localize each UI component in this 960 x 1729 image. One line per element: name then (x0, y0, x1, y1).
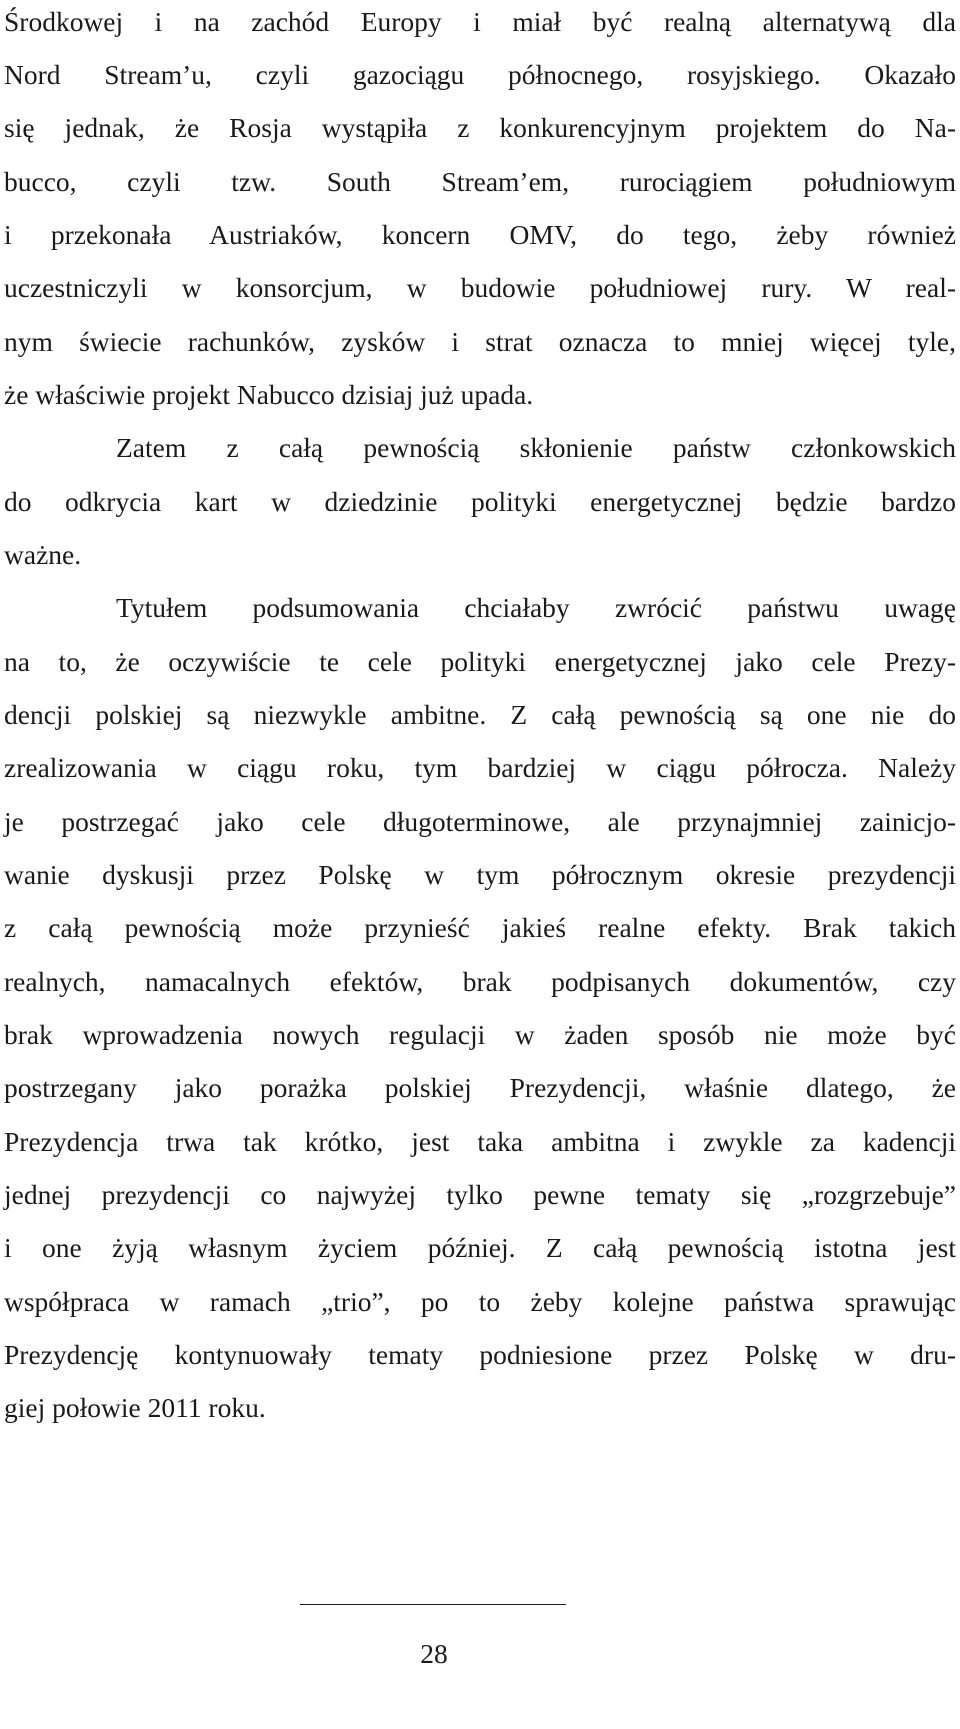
text-line: zrealizowania w ciągu roku, tym bardziej w ciągu półrocza. Należy (4, 752, 956, 783)
text-line: że właściwie projekt Nabucco dzisiaj już upada. (4, 379, 534, 410)
text-line: brak wprowadzenia nowych regulacji w żaden sposób nie może być (4, 1019, 956, 1050)
text-line: Prezydencję kontynuowały tematy podniesione przez Polskę w dru- (4, 1339, 956, 1370)
text-line: współpraca w ramach „trio”, po to żeby kolejne państwa sprawując (4, 1286, 956, 1317)
text-line: Środkowej i na zachód Europy i miał być realną alternatywą dla (4, 6, 956, 37)
text-line: Nord Stream’u, czyli gazociągu północnego, rosyjskiego. Okazało (4, 59, 956, 90)
text-line: uczestniczyli w konsorcjum, w budowie południowej rury. W real- (4, 272, 956, 303)
text-line: i przekonała Austriaków, koncern OMV, do tego, żeby również (4, 219, 956, 250)
text-line: giej połowie 2011 roku. (4, 1392, 266, 1423)
text-line: z całą pewnością może przynieść jakieś realne efekty. Brak takich (4, 912, 956, 943)
text-line: nym świecie rachunków, zysków i strat oznacza to mniej więcej tyle, (4, 326, 956, 357)
text-line: realnych, namacalnych efektów, brak podpisanych dokumentów, czy (4, 966, 956, 997)
footer-divider (300, 1604, 566, 1605)
page-number: 28 (420, 1638, 448, 1669)
text-line: bucco, czyli tzw. South Stream’em, rurociągiem południowym (4, 166, 956, 197)
text-line: jednej prezydencji co najwyżej tylko pewne tematy się „rozgrzebuje” (4, 1179, 956, 1210)
paragraph-first-line: Zatem z całą pewnością skłonienie państw członkowskich (116, 432, 956, 463)
text-line: dencji polskiej są niezwykle ambitne. Z całą pewnością są one nie do (4, 699, 956, 730)
text-line: ważne. (4, 539, 82, 570)
text-line: do odkrycia kart w dziedzinie polityki energetycznej będzie bardzo (4, 486, 956, 517)
text-line: wanie dyskusji przez Polskę w tym półrocznym okresie prezydencji (4, 859, 956, 890)
text-line: Prezydencja trwa tak krótko, jest taka ambitna i zwykle za kadencji (4, 1126, 956, 1157)
text-line: na to, że oczywiście te cele polityki energetycznej jako cele Prezy- (4, 646, 956, 677)
text-line: się jednak, że Rosja wystąpiła z konkurencyjnym projektem do Na- (4, 112, 956, 143)
paragraph-first-line: Tytułem podsumowania chciałaby zwrócić państwu uwagę (116, 592, 956, 623)
text-line: je postrzegać jako cele długoterminowe, ale przynajmniej zainicjo- (4, 806, 956, 837)
text-line: i one żyją własnym życiem później. Z całą pewnością istotna jest (4, 1232, 956, 1263)
text-line: postrzegany jako porażka polskiej Prezydencji, właśnie dlatego, że (4, 1072, 956, 1103)
